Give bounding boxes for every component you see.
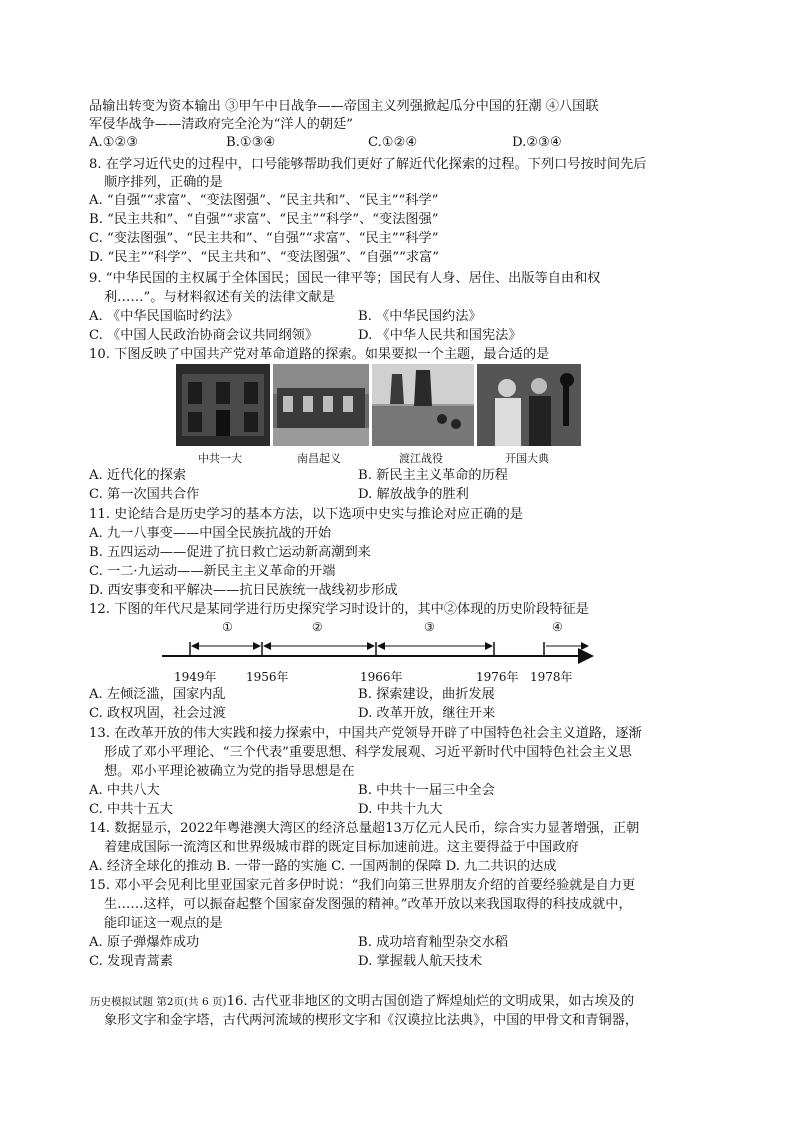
q15-option-b: B. 成功培育籼型杂交水稻 <box>358 935 508 950</box>
timeline-segment-1: ① <box>222 620 233 634</box>
q11-option-b: B. 五四运动——促进了抗日救亡运动新高潮到来 <box>89 545 371 560</box>
q15-stem-line1: 15. 邓小平会见利比里亚国家元首多伊时说：“我们向第三世界朋友介绍的首要经验就是自力更 <box>89 878 636 893</box>
q15-stem-line2: 生……这样，可以振奋起整个国家奋发图强的精神。”改革开放以来我国取得的科技成就中， <box>104 897 632 912</box>
q10-option-b: B. 新民主主义革命的历程 <box>358 468 508 483</box>
q10-stem: 10. 下图反映了中国共产党对革命道路的探索。如果要拟一个主题，最合适的是 <box>89 347 550 362</box>
q9-stem-line1: 9. “中华民国的主权属于全体国民；国民一律平等；国民有人身、居住、出版等自由和权 <box>89 271 601 286</box>
caption-nanchang-uprising: 南昌起义 <box>297 452 341 465</box>
q10-option-d: D. 解放战争的胜利 <box>358 487 469 502</box>
q12-stem: 12. 下图的年代尺是某同学进行历史探究学习时设计的，其中②体现的历史阶段特征是 <box>89 602 589 617</box>
q14-stem-line1: 14. 数据显示，2022年粤港澳大湾区的经济总量超13万亿元人民币，综合实力显著增强，正朝 <box>89 821 640 836</box>
q11-stem: 11. 史论结合是历史学习的基本方法，以下选项中史实与推论对应正确的是 <box>89 507 523 522</box>
q9-option-b: B. 《中华民国约法》 <box>358 309 482 324</box>
q12-timeline <box>160 618 600 688</box>
timeline-year-1966: 1966年 <box>360 670 403 684</box>
q15-stem-line3: 能印证这一观点的是 <box>104 916 223 931</box>
timeline-year-1978: 1978年 <box>530 670 573 684</box>
caption-yangtze-crossing: 渡江战役 <box>399 452 443 465</box>
timeline-year-1976: 1976年 <box>476 670 519 684</box>
q9-option-a: A. 《中华民国临时约法》 <box>89 309 239 324</box>
caption-first-congress: 中共一大 <box>198 452 242 465</box>
q7-option-b: B.①③④ <box>226 135 276 150</box>
q9-stem-line2: 利……”。与材料叙述有关的法律文献是 <box>104 290 335 305</box>
timeline-segment-4: ④ <box>552 620 563 634</box>
q15-option-c: C. 发现青蒿素 <box>89 954 173 969</box>
q13-stem-line2: 形成了邓小平理论、“三个代表”重要思想、科学发展观、习近平新时代中国特色社会主义思 <box>104 745 632 760</box>
timeline-segment-3: ③ <box>424 620 435 634</box>
q10-option-a: A. 近代化的探索 <box>89 468 187 483</box>
q7-text-line1: 品输出转变为资本输出 ③甲午中日战争——帝国主义列强掀起瓜分中国的狂潮 ④八国联 <box>89 99 599 114</box>
q7-text-line2: 军侵华战争——清政府完全沦为“洋人的朝廷” <box>89 117 354 132</box>
q7-option-c: C.①②④ <box>368 135 418 150</box>
photo-nanchang-uprising <box>273 364 369 446</box>
q13-option-a: A. 中共八大 <box>89 783 160 798</box>
q9-option-c: C. 《中国人民政治协商会议共同纲领》 <box>89 328 319 343</box>
caption-founding-ceremony: 开国大典 <box>505 452 549 465</box>
q11-option-c: C. 一二·九运动——新民主主义革命的开端 <box>89 564 336 579</box>
q12-option-b: B. 探索建设，曲折发展 <box>358 687 495 702</box>
page-footer <box>90 992 634 1012</box>
q9-option-d: D. 《中华人民共和国宪法》 <box>358 328 522 343</box>
q8-option-c: C. “变法图强”、“民主共和”、“自强”“求富”、“民主”“科学” <box>89 231 439 246</box>
q13-option-c: C. 中共十五大 <box>89 802 173 817</box>
q8-option-b: B. “民主共和”、“自强”“求富”、“民主”“科学”、“变法图强” <box>89 212 439 227</box>
q8-stem-line2: 顺序排列，正确的是 <box>104 175 223 190</box>
q16-stem-line1: 16. 古代亚非地区的文明古国创造了辉煌灿烂的文明成果，如古埃及的 <box>226 994 635 1009</box>
q12-option-d: D. 改革开放，继往开来 <box>358 706 496 721</box>
timeline-year-1956: 1956年 <box>246 670 289 684</box>
q13-stem-line3: 想。邓小平理论被确立为党的指导思想是在 <box>104 764 355 779</box>
q7-option-d: D.②③④ <box>512 135 562 150</box>
q15-option-d: D. 掌握载人航天技术 <box>358 954 482 969</box>
photo-yangtze-crossing <box>372 364 474 446</box>
q10-photo-strip <box>176 364 581 446</box>
q13-stem-line1: 13. 在改革开放的伟大实践和接力探索中，中国共产党领导开辟了中国特色社会主义道路，逐渐 <box>89 726 642 741</box>
q13-option-d: D. 中共十九大 <box>358 802 443 817</box>
q11-option-d: D. 西安事变和平解决——抗日民族统一战线初步形成 <box>89 583 398 598</box>
q11-option-a: A. 九一八事变——中国全民族抗战的开始 <box>89 526 332 541</box>
q12-option-a: A. 左倾泛滥，国家内乱 <box>89 687 226 702</box>
footer-page-label: 历史模拟试题 第2页(共 6 页) <box>90 996 227 1008</box>
photo-first-congress <box>176 364 270 446</box>
q16-stem-line2: 象形文字和金字塔，古代两河流域的楔形文字和《汉谟拉比法典》，中国的甲骨文和青铜器， <box>104 1013 639 1028</box>
q13-option-b: B. 中共十一届三中全会 <box>358 783 495 798</box>
q7-option-a: A.①②③ <box>89 135 139 150</box>
timeline-segment-2: ② <box>312 620 323 634</box>
q10-option-c: C. 第一次国共合作 <box>89 487 200 502</box>
q8-stem-line1: 8. 在学习近代史的过程中，口号能够帮助我们更好了解近代化探索的过程。下列口号按时间先后 <box>89 157 647 172</box>
q14-options: A. 经济全球化的推动 B. 一带一路的实施 C. 一国两制的保障 D. 九二共识的达成 <box>89 859 557 874</box>
timeline-year-1949: 1949年 <box>174 670 217 684</box>
q14-stem-line2: 着建成国际一流湾区和世界级城市群的既定目标加速前进。这主要得益于中国政府 <box>104 840 579 855</box>
q8-option-d: D. “民主”“科学”、“民主共和”、“变法图强”、“自强”“求富” <box>89 250 439 265</box>
q15-option-a: A. 原子弹爆炸成功 <box>89 935 200 950</box>
q8-option-a: A. “自强”“求富”、“变法图强”、“民主共和”、“民主”“科学” <box>89 193 439 208</box>
q12-option-c: C. 政权巩固，社会过渡 <box>89 706 226 721</box>
photo-founding-ceremony <box>477 364 581 446</box>
